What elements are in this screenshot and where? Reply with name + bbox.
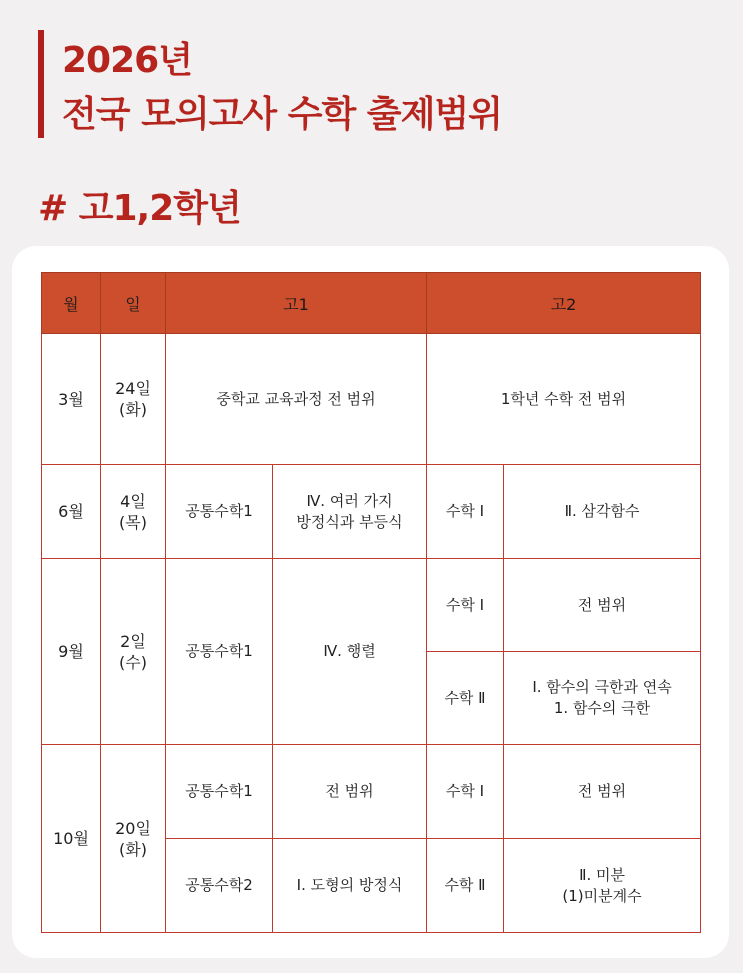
grade-heading: # 고1,2학년 (38, 188, 241, 229)
table-row-september (42, 559, 701, 652)
grade1-range-cell: 중학교 교육과정 전 범위 (166, 334, 427, 465)
exam-range-table (41, 272, 701, 933)
grade1-range-cell: Ⅳ. 여러 가지 방정식과 부등식 (273, 465, 427, 559)
day-cell: 2일 (수) (101, 559, 166, 745)
column-header-day: 일 (101, 273, 166, 334)
grade2-subject-cell: 수학 Ⅱ (427, 652, 504, 745)
grade2-range-cell: 전 범위 (504, 745, 701, 839)
day-cell: 4일 (목) (101, 465, 166, 559)
column-header-month: 월 (42, 273, 101, 334)
title-accent-bar (38, 30, 44, 138)
table-row-october (42, 745, 701, 839)
month-cell: 10월 (42, 745, 101, 933)
grade2-subject-cell: 수학 Ⅱ (427, 839, 504, 933)
table-row-march (42, 334, 701, 465)
column-header-grade1: 고1 (166, 273, 427, 334)
column-header-grade2: 고2 (427, 273, 701, 334)
month-cell: 3월 (42, 334, 101, 465)
month-cell: 6월 (42, 465, 101, 559)
grade2-range-cell: 1학년 수학 전 범위 (427, 334, 701, 465)
day-cell: 20일 (화) (101, 745, 166, 933)
table-header-row (42, 273, 701, 334)
month-cell: 9월 (42, 559, 101, 745)
title-year: 2026년 (62, 40, 192, 81)
grade1-subject-cell: 공통수학1 (166, 465, 273, 559)
grade1-range-cell: 전 범위 (273, 745, 427, 839)
grade2-subject-cell: 수학 Ⅰ (427, 559, 504, 652)
grade1-range-cell: Ⅳ. 행렬 (273, 559, 427, 745)
table-row-june (42, 465, 701, 559)
grade2-range-cell: Ⅰ. 함수의 극한과 연속 1. 함수의 극한 (504, 652, 701, 745)
grade2-range-cell: Ⅱ. 미분 (1)미분계수 (504, 839, 701, 933)
grade2-subject-cell: 수학 Ⅰ (427, 465, 504, 559)
grade2-range-cell: Ⅱ. 삼각함수 (504, 465, 701, 559)
grade1-subject-cell: 공통수학1 (166, 745, 273, 839)
grade2-subject-cell: 수학 Ⅰ (427, 745, 504, 839)
grade1-range-cell: Ⅰ. 도형의 방정식 (273, 839, 427, 933)
page-title: 전국 모의고사 수학 출제범위 (62, 94, 502, 135)
day-cell: 24일 (화) (101, 334, 166, 465)
grade1-subject-cell: 공통수학2 (166, 839, 273, 933)
grade2-range-cell: 전 범위 (504, 559, 701, 652)
grade1-subject-cell: 공통수학1 (166, 559, 273, 745)
